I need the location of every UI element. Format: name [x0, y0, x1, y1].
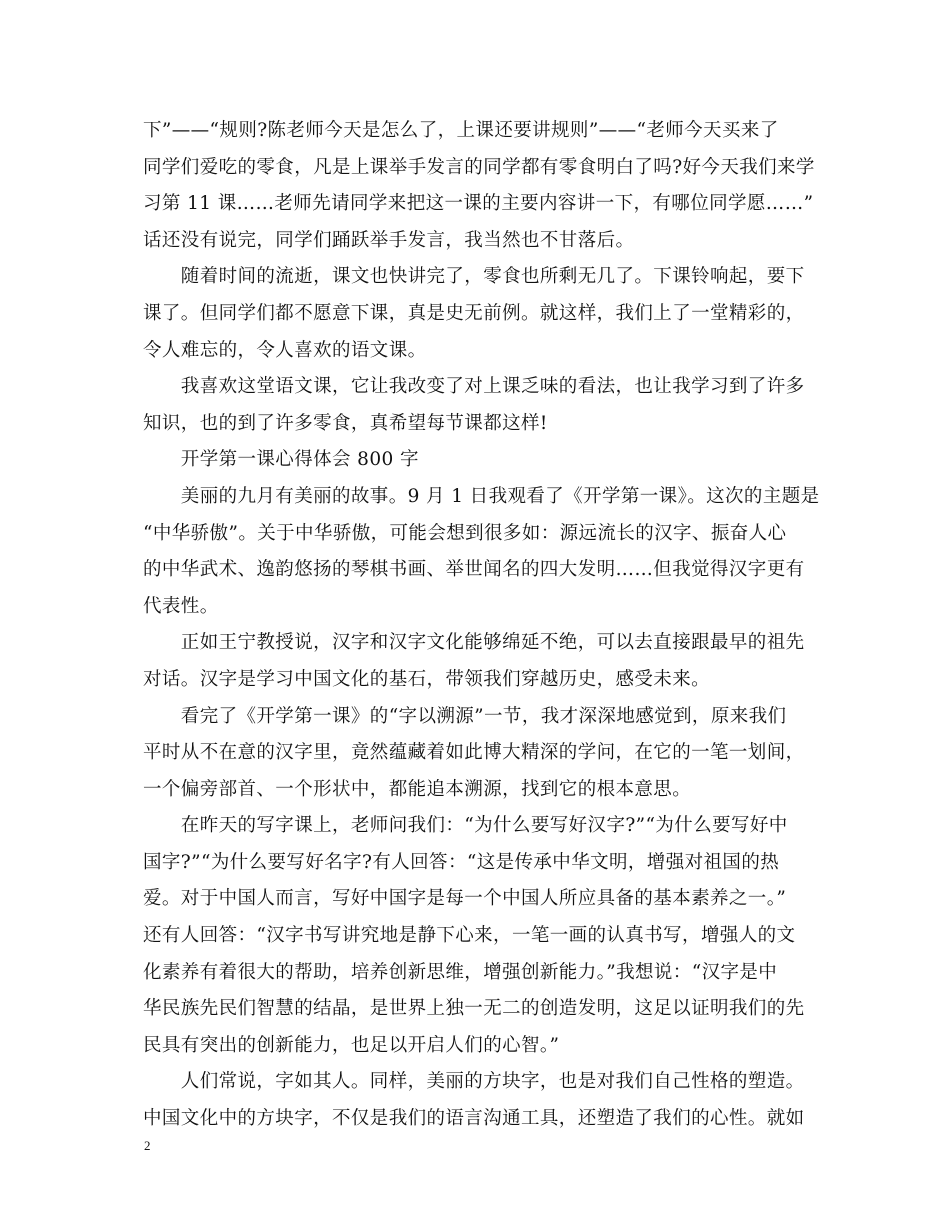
- text-line: 课了。但同学们都不愿意下课，真是史无前例。就这样，我们上了一堂精彩的，: [143, 302, 805, 324]
- text-line: 平时从不在意的汉字里，竟然蕴藏着如此博大精深的学问，在它的一笔一划间，: [143, 742, 805, 764]
- text-line: 我喜欢这堂语文课，它让我改变了对上课乏味的看法，也让我学习到了许多: [143, 376, 805, 398]
- text-line: 还有人回答：“汉字书写讲究地是静下心来，一笔一画的认真书写，增强人的文: [143, 925, 796, 947]
- text-line: 国字?”“为什么要写好名字?有人回答：“这是传承中华文明，增强对祖国的热: [143, 851, 780, 873]
- page-number: 2: [144, 1138, 151, 1153]
- text-line: 知识，也的到了许多零食，真希望每节课都这样!: [143, 412, 548, 434]
- text-line: 习第 11 课……老师先请同学来把这一课的主要内容讲一下，有哪位同学愿……”: [143, 193, 814, 215]
- text-line: 话还没有说完，同学们踊跃举手发言，我当然也不甘落后。: [143, 229, 635, 251]
- text-line: 正如王宁教授说，汉字和汉字文化能够绵延不绝，可以去直接跟最早的祖先: [143, 632, 805, 654]
- text-line: 令人难忘的，令人喜欢的语文课。: [143, 339, 427, 361]
- text-line: 看完了《开学第一课》的“字以溯源”一节，我才深深地感觉到，原来我们: [143, 705, 787, 727]
- text-line: 人们常说，字如其人。同样，美丽的方块字，也是对我们自己性格的塑造。: [143, 1071, 805, 1093]
- text-line: 对话。汉字是学习中国文化的基石，带领我们穿越历史，感受未来。: [143, 668, 711, 690]
- text-line: 美丽的九月有美丽的故事。9 月 1 日我观看了《开学第一课》。这次的主题是: [143, 485, 820, 507]
- body-text: [143, 113, 820, 1138]
- text-line: 同学们爱吃的零食，凡是上课举手发言的同学都有零食明白了吗?好今天我们来学: [143, 156, 815, 178]
- text-line: 的中华武术、逸韵悠扬的琴棋书画、举世闻名的四大发明……但我觉得汉字更有: [143, 559, 805, 581]
- text-line: 一个偏旁部首、一个形状中，都能追本溯源，找到它的根本意思。: [143, 778, 692, 800]
- section-heading: 开学第一课心得体会 800 字: [143, 449, 419, 471]
- text-line: 在昨天的写字课上，老师问我们：“为什么要写好汉字?”“为什么要写好中: [143, 815, 788, 837]
- text-line: 华民族先民们智慧的结晶，是世界上独一无二的创造发明，这足以证明我们的先: [143, 998, 805, 1020]
- text-line: “中华骄傲”。关于中华骄傲，可能会想到很多如：源远流长的汉字、振奋人心: [143, 522, 787, 544]
- text-line: 民具有突出的创新能力，也足以开启人们的心智。”: [143, 1034, 560, 1056]
- text-line: 爱。对于中国人而言，写好中国字是每一个中国人所应具备的基本素养之一。”: [143, 888, 787, 910]
- text-line: 中国文化中的方块字，不仅是我们的语言沟通工具，还塑造了我们的心性。就如: [143, 1108, 805, 1130]
- text-line: 随着时间的流逝，课文也快讲完了，零食也所剩无几了。下课铃响起，要下: [143, 266, 805, 288]
- text-line: 代表性。: [143, 595, 219, 617]
- text-line: 化素养有着很大的帮助，培养创新思维，增强创新能力。”我想说：“汉字是中: [143, 961, 778, 983]
- text-line: 下”——“规则?陈老师今天是怎么了，上课还要讲规则”——“老师今天买来了: [143, 120, 779, 141]
